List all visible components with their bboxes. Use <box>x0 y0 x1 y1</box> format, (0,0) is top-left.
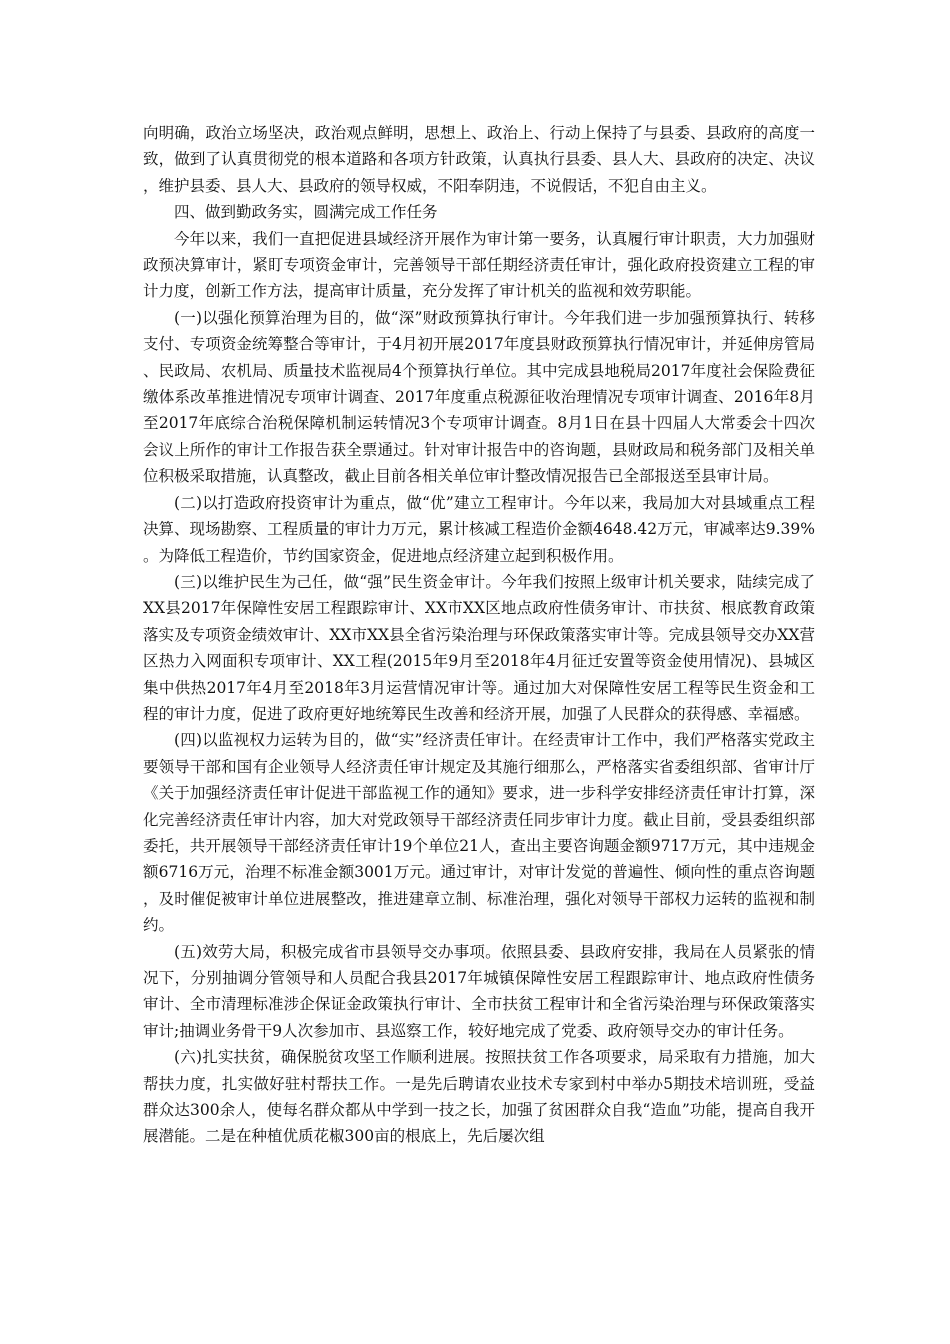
paragraph-overview: 今年以来，我们一直把促进县域经济开展作为审计第一要务，认真履行审计职责，大力加强财政预决算审计，紧盯专项资金审计，完善领导干部任期经济责任审计，强化政府投资建立工程的审计力度，创新工作方法，提高审计质量，充分发挥了审计机关的监视和效劳职能。 <box>143 229 815 301</box>
paragraph-livelihood-audit: (三)以维护民生为己任，做“强”民生资金审计。今年我们按照上级审计机关要求，陆续完成了XX县2017年保障性安居工程跟踪审计、XX市XX区地点政府性债务审计、市扶贫、根底教育政策落实及专项资金绩效审计、XX市XX县全省污染治理与环保政策落实审计等。完成县领导交办XX营区热力入网面积专项审计、XX工程(2015年9月至2018年4月征迁安置等资金使用情况)、县城区集中供热2017年4月至2018年3月运营情况审计等。通过加大对保障性安居工程等民生资金和工程的审计力度，促进了政府更好地统筹民生改善和经济开展，加强了人民群众的获得感、幸福感。 <box>143 572 815 723</box>
paragraph-political-stance: 向明确，政治立场坚决，政治观点鲜明，思想上、政治上、行动上保持了与县委、县政府的高度一致，做到了认真贯彻党的根本道路和各项方针政策，认真执行县委、县人大、县政府的决定、决议，维护县委、县人大、县政府的领导权威，不阳奉阴违，不说假话，不犯自由主义。 <box>143 124 815 195</box>
paragraph-budget-audit: (一)以强化预算治理为目的，做“深”财政预算执行审计。今年我们进一步加强预算执行、转移支付、专项资金统筹整合等审计，于4月初开展2017年度县财政预算执行情况审计，并延伸房管局、民政局、农机局、质量技术监视局4个预算执行单位。其中完成县地税局2017年度社会保险费征缴体系改革推进情况专项审计调查、2017年度重点税源征收治理情况专项审计调查、2016年8月至2017年底综合治税保障机制运转情况3个专项审计调查。8月1日在县十四届人大常委会十四次会议上所作的审计工作报告获全票通过。针对审计报告中的咨询题，县财政局和税务部门及相关单位积极采取措施，认真整改，截止目前各相关单位审计整改情况报告已全部报送至县审计局。 <box>143 308 815 486</box>
section-heading-diligent-work: 四、做到勤政务实，圆满完成工作任务 <box>174 203 438 222</box>
paragraph-poverty-alleviation: (六)扎实扶贫，确保脱贫攻坚工作顺利进展。按照扶贫工作各项要求，局采取有力措施，加大帮扶力度，扎实做好驻村帮扶工作。一是先后聘请农业技术专家到村中举办5期技术培训班，受益群众达300余人，使每名群众都从中学到一技之长，加强了贫困群众自我“造血”功能，提高自我开展潜能。二是在种植优质花椒300亩的根底上，先后屡次组 <box>143 1048 815 1146</box>
paragraph-investment-audit: (二)以打造政府投资审计为重点，做“优”建立工程审计。今年以来，我局加大对县域重点工程决算、现场勘察、工程质量的审计力万元，累计核减工程造价金额4648.42万元，审减率达9.39%。为降低工程造价，节约国家资金，促进地点经济建立起到积极作用。 <box>143 493 815 565</box>
paragraph-assigned-tasks: (五)效劳大局，积极完成省市县领导交办事项。依照县委、县政府安排，我局在人员紧张的情况下，分别抽调分管领导和人员配合我县2017年城镇保障性安居工程跟踪审计、地点政府性债务审计、全市清理标准涉企保证金政策执行审计、全市扶贫工程审计和全省污染治理与环保政策落实审计;抽调业务骨干9人次参加市、县巡察工作，较好地完成了党委、政府领导交办的审计任务。 <box>143 942 815 1040</box>
paragraph-economic-responsibility-audit: (四)以监视权力运转为目的，做“实”经济责任审计。在经责审计工作中，我们严格落实党政主要领导干部和国有企业领导人经济责任审计规定及其施行细那么，严格落实省委组织部、省审计厅《关于加强经济责任审计促进干部监视工作的通知》要求，进一步科学安排经济责任审计打算，深化完善经济责任审计内容，加大对党政领导干部经济责任同步审计力度。截止目前，受县委组织部委托，共开展领导干部经济责任审计19个单位21人，查出主要咨询题金额9717万元，其中违规金额6716万元，治理不标准金额3001万元。通过审计，对审计发觉的普遍性、倾向性的重点咨询题，及时催促被审计单位进展整改，推进建章立制、标准治理，强化对领导干部权力运转的监视和制约。 <box>143 731 815 935</box>
document-body <box>143 120 815 1150</box>
